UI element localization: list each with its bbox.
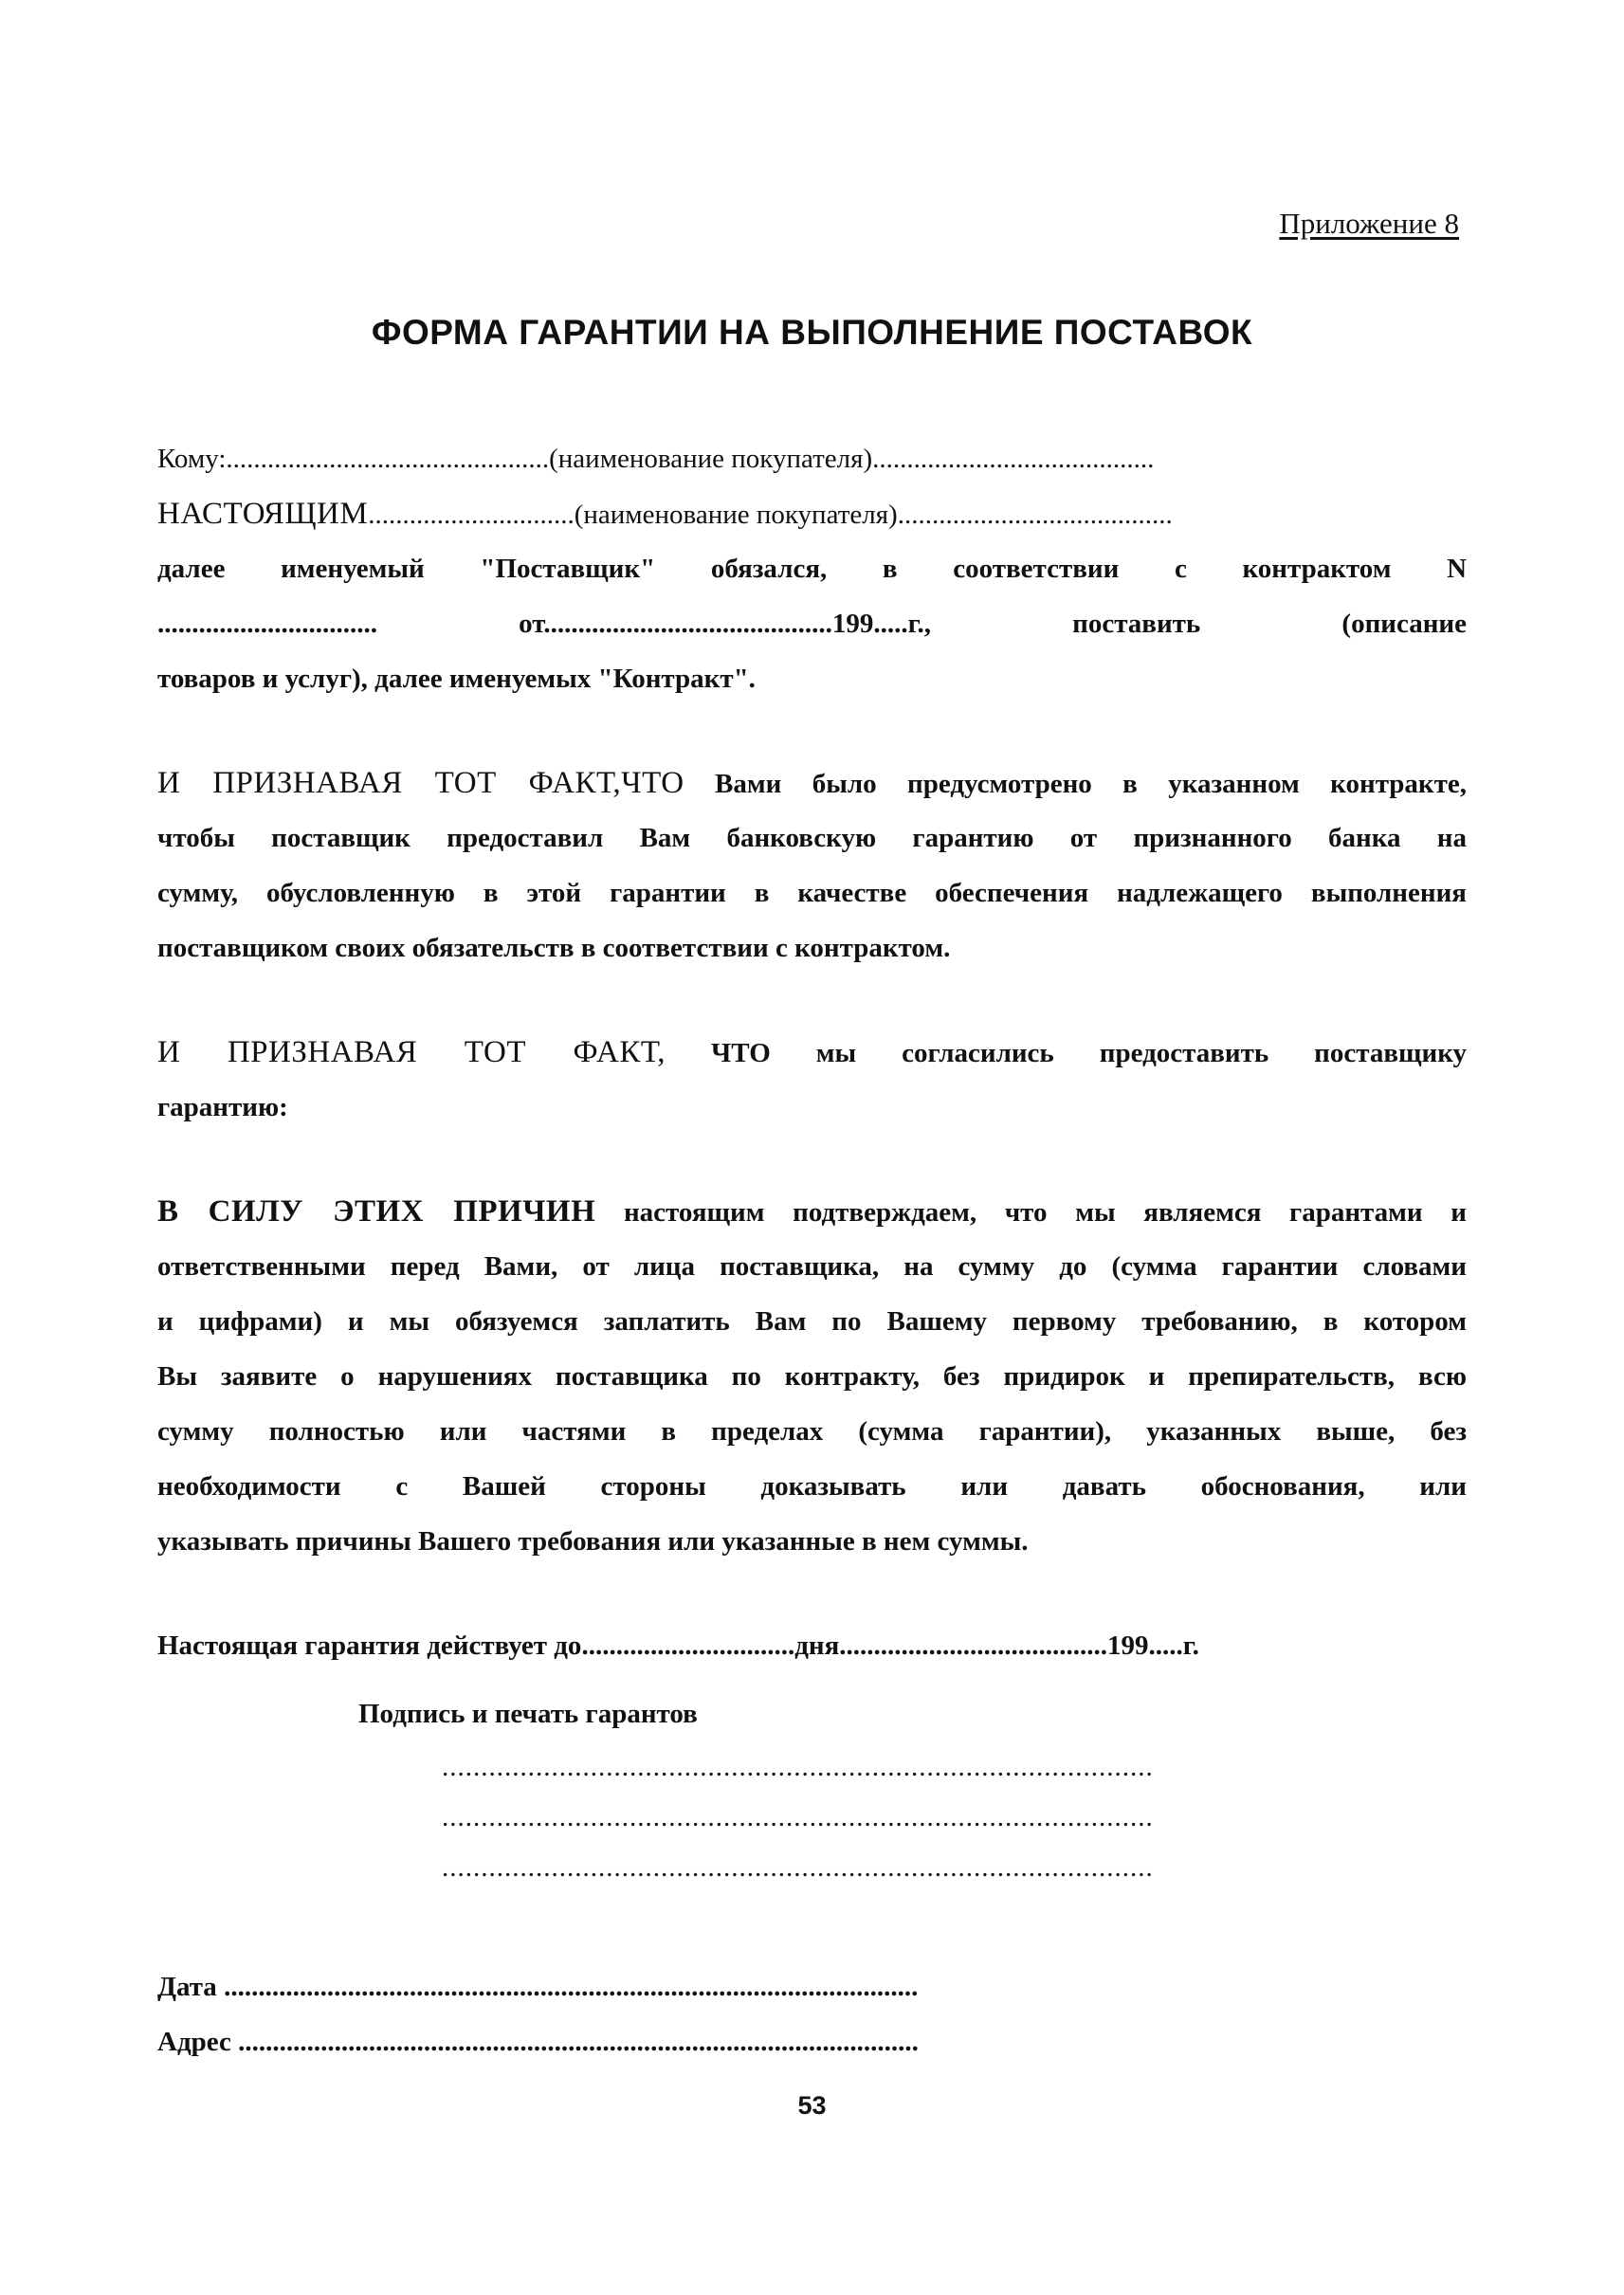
now-line	[157, 486, 1467, 541]
word: обязался,	[710, 554, 828, 584]
to-placeholder: (наименование покупателя)	[549, 444, 873, 474]
now-placeholder: (наименование покупателя)	[574, 500, 898, 530]
paragraph-line: сумму, обусловленную в этой гарантии в качестве обеспечения надлежащего выполнения	[157, 878, 1467, 908]
validity-g: г.	[1182, 1630, 1199, 1661]
validity-line	[157, 1618, 1467, 1673]
address-label: Адрес	[157, 2027, 231, 2057]
paragraph-line: и цифрами) и мы обязуемся заплатить Вам по Вашему первому требованию, в котором	[157, 1306, 1467, 1337]
document-title: ФОРМА ГАРАНТИИ НА ВЫПОЛНЕНИЕ ПОСТАВОК	[371, 313, 1253, 352]
paragraph-lead: И ПРИЗНАВАЯ ТОТ ФАКТ,	[157, 1035, 666, 1069]
paragraph-line: гарантию:	[157, 1092, 288, 1122]
signature-lines	[442, 1752, 1445, 1903]
to-dots-1: ...............................................	[226, 444, 550, 474]
to-line	[157, 431, 1467, 486]
paragraph-line: чтобы поставщик предоставил Вам банковскую гарантию от признанного банка на	[157, 823, 1467, 853]
paragraph-line	[157, 1025, 1467, 1080]
word: "Поставщик"	[480, 554, 656, 584]
word: контрактом	[1242, 554, 1392, 584]
intro-block	[157, 431, 1467, 706]
paragraph-recognizing-2	[157, 1025, 1467, 1135]
page-number: 53	[797, 2091, 827, 2120]
paragraph-recognizing-1	[157, 756, 1467, 975]
word: именуемый	[281, 554, 425, 584]
validity-label: Настоящая гарантия действует до	[157, 1630, 582, 1661]
paragraph-line: ответственными перед Вами, от лица поставщика, на сумму до (сумма гарантии словами	[157, 1251, 1467, 1282]
now-dots-1: ..............................	[368, 500, 575, 530]
address-field	[157, 2027, 1115, 2058]
contract-number-dots: ................................	[157, 609, 377, 639]
signature-line: ...........................................................................................	[442, 1802, 1154, 1832]
now-dots-2: ........................................	[897, 500, 1173, 530]
from-label: от	[519, 609, 544, 639]
year-dots: .....	[873, 609, 908, 639]
word: N	[1447, 554, 1467, 584]
to-label: Кому:	[157, 444, 227, 474]
signature-line: ...........................................................................................	[442, 1852, 1154, 1883]
paragraph-text: Вами было предусмотрено в указанном контракте,	[715, 769, 1467, 799]
paragraph-line: необходимости с Вашей стороны доказывать или давать обоснования, или	[157, 1471, 1467, 1502]
now-label: НАСТОЯЩИМ	[157, 497, 369, 531]
word: (описание	[1341, 609, 1467, 639]
word: с	[1174, 554, 1187, 584]
validity-year: 199	[1107, 1630, 1149, 1661]
contract-line	[157, 596, 1467, 651]
paragraph-line: сумму полностью или частями в пределах (сумма гарантии), указанных выше, без	[157, 1416, 1467, 1447]
paragraph-lead: В СИЛУ ЭТИХ ПРИЧИН	[157, 1194, 596, 1229]
validity-day: дня	[794, 1630, 840, 1661]
address-dots: ...................................................................................................	[238, 2027, 919, 2057]
word: соответствии	[953, 554, 1120, 584]
paragraph-text: ЧТО мы согласились предоставить поставщику	[710, 1038, 1467, 1068]
word: далее	[157, 554, 226, 584]
to-dots-2: .........................................	[872, 444, 1155, 474]
paragraph-line: указывать причины Вашего требования или указанные в нем суммы.	[157, 1526, 1029, 1557]
date-field	[157, 1972, 1115, 2003]
validity-dots-1: ...............................	[581, 1630, 795, 1661]
paragraph-line	[157, 756, 1467, 811]
document-body	[157, 431, 1467, 1673]
word: в	[882, 554, 898, 584]
year-suffix: г.,	[907, 609, 931, 639]
paragraph-lead: И ПРИЗНАВАЯ ТОТ ФАКТ,ЧТО	[157, 766, 684, 800]
word: поставить	[1072, 609, 1201, 639]
appendix-label: Приложение 8	[1279, 207, 1459, 240]
paragraph-therefore	[157, 1184, 1467, 1569]
paragraph-line	[157, 1184, 1467, 1239]
date-dots: ..........................................	[543, 609, 832, 639]
year-prefix: 199	[831, 609, 874, 639]
goods-line: товаров и услуг), далее именуемых "Контракт".	[157, 664, 756, 694]
signature-label: Подпись и печать гарантов	[358, 1699, 698, 1729]
paragraph-line: Вы заявите о нарушениях поставщика по контракту, без придирок и препирательств, всю	[157, 1361, 1467, 1392]
date-label: Дата	[157, 1972, 217, 2002]
signature-line: ...........................................................................................	[442, 1752, 1154, 1782]
paragraph-text: настоящим подтверждаем, что мы являемся гарантами и	[623, 1197, 1467, 1228]
date-dots: .....................................................................................................	[224, 1972, 919, 2002]
validity-dots-2: .......................................	[839, 1630, 1108, 1661]
paragraph-line: поставщиком своих обязательств в соответствии с контрактом.	[157, 933, 951, 963]
supplier-line	[157, 541, 1467, 596]
validity-dots-3: .....	[1148, 1630, 1183, 1661]
